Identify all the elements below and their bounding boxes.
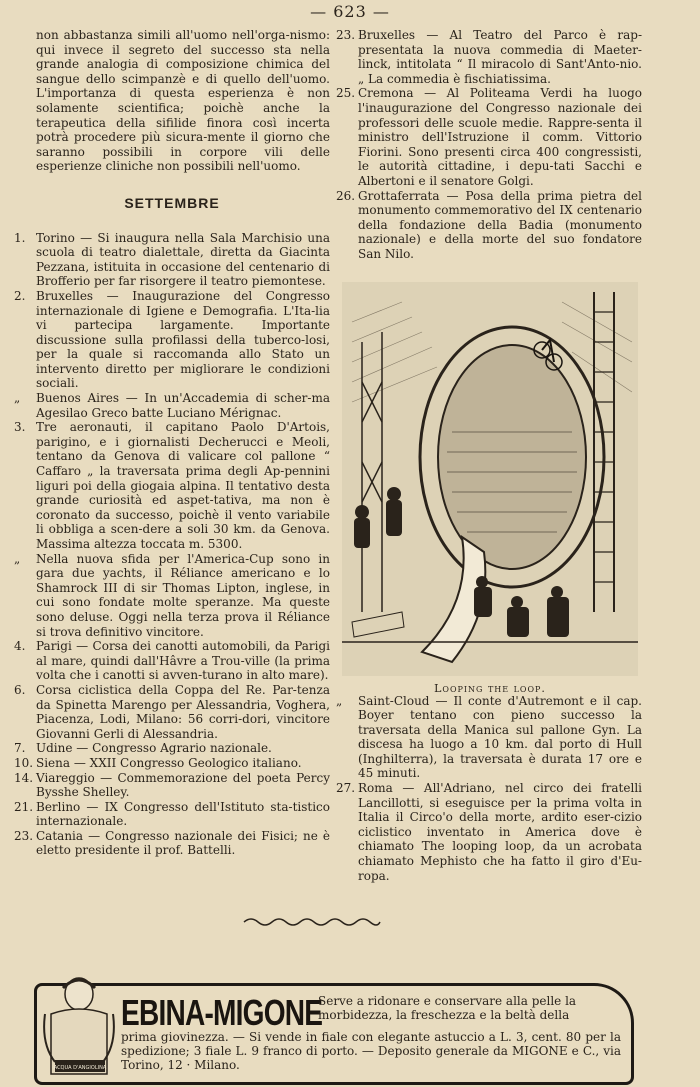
entry-day: 6. (14, 682, 26, 697)
entry-text: Buenos Aires — In un'Accademia di scher-ma Agesilao Greco batte Luciano Mérignac. (36, 391, 330, 420)
entry-day: 25. (336, 86, 356, 101)
entry-text: Siena — XXII Congresso Geologico italiano. (36, 755, 302, 770)
entry-text: Cremona — Al Politeama Verdi ha luogo l'inaugurazione del Congresso nazionale dei professori delle scuole medie. Rappre-senta il ministro dell'Istruzione il comm. Vittorio Fiorini. Sono presenti circa 400 congressisti, le autorità cittadine, i depu-tati Sacchi e Albertoni e il senatore Golgi. (358, 86, 642, 188)
ad-text-bottom: prima giovinezza. — Si vende in fiale con elegante astuccio a L. 3, cent. 80 per la spedizione; 3 fiale L. 9 franco di porto. — Deposito generale da MIGONE e C., via Torino, 12 · Milano. (121, 1030, 621, 1072)
entry-day: 10. (14, 755, 34, 770)
calendar-entry (336, 694, 642, 782)
entry-day: 1. (14, 230, 26, 245)
entry-text: Grottaferrata — Posa della prima pietra del monumento commemorativo del IX centenario della fondazione della Badia (monumento nazionale) e della morte del suo fondatore San Nilo. (358, 188, 642, 261)
entry-text: Roma — All'Adriano, nel circo dei fratelli Lancillotti, si eseguisce per la prima volta in Italia il Circo'o della morte, ardito eser-cizio ciclistico inventato in America dove è chiamato The looping loop, da un acrobata chiamato Mephisto che ha fatto il giro d'Eu-ropa. (358, 781, 642, 883)
calendar-entry (14, 231, 330, 289)
calendar-entry (14, 391, 330, 420)
decorative-divider (242, 914, 382, 930)
calendar-entry (14, 829, 330, 858)
calendar-entry (336, 781, 642, 883)
page-number: — 623 — (310, 2, 390, 21)
entry-text: Saint-Cloud — Il conte d'Autremont e il cap. Boyer tentano con pieno successo la traversata della Manica sul pallone Gyn. La discesa ha luogo a 10 km. dal porto di Hull (Inghilterra), la traversata è durata 17 ore e 45 minuti. (358, 693, 642, 781)
right-entries-top (336, 28, 642, 262)
entry-text: Tre aeronauti, il capitano Paolo D'Artois, parigino, e i giornalisti Decherucci e Meoli, tentano da Genova di valicare col pallone “ Caffaro „ la traversata prima degli Ap-pennini liguri poi della giogaia alpina. Il tentativo desta grande curiosità ed aspet-tativa, ma non è coronato da successo, poichè il vento variabile li obbliga a scen-dere a soli 30 km. da Genova. Massima altezza toccata m. 5300. (36, 420, 330, 551)
entry-day: 26. (336, 188, 356, 203)
entry-text: Torino — Si inaugura nella Sala Marchisio una scuola di teatro dialettale, diretta da Giacinta Pezzana, istituita in occasione del centenario di Brofferio per far risorgere il teatro piemontese. (36, 230, 330, 289)
calendar-entry (336, 86, 642, 188)
calendar-entry (14, 552, 330, 640)
calendar-entry (14, 683, 330, 741)
entry-text: Parigi — Corsa dei canotti automobili, da Parigi al mare, quindi dall'Hâvre a Trou-ville (la prima volta che i canotti si avven-turano in alto mare). (36, 639, 330, 683)
svg-text:ACQUA D'ANGIOLINA: ACQUA D'ANGIOLINA (53, 1065, 107, 1071)
angel-figure-icon (41, 974, 119, 1086)
calendar-entry (14, 771, 330, 800)
section-heading: SETTEMBRE (124, 194, 220, 211)
entry-text: Udine — Congresso Agrario nazionale. (36, 741, 272, 756)
calendar-entry (14, 289, 330, 391)
entry-day: 3. (14, 420, 26, 435)
left-column (14, 28, 330, 858)
entry-day: „ (14, 551, 21, 566)
ad-text-top: Serve a ridonare e conservare alla pelle la morbidezza, la freschezza e la beltà della (318, 994, 577, 1022)
illustration-caption: Looping the loop. (434, 681, 546, 695)
entry-day: 27. (336, 781, 356, 796)
entry-text: Berlino — IX Congresso dell'Istituto sta-tistico internazionale. (36, 799, 330, 829)
entry-day: 21. (14, 799, 34, 814)
calendar-entry (14, 756, 330, 771)
calendar-entry (336, 28, 642, 86)
ad-brand: EBINA-MIGONE (121, 992, 323, 1033)
entry-text: Nella nuova sfida per l'America-Cup sono in gara due yachts, il Réliance americano e lo Shamrock III di sir Thomas Lipton, inglese, in cui sono fondate molte speranze. Ma queste sono deluse. Oggi nella terza prova il Réliance si trova definitivo vincitore. (36, 551, 330, 639)
entry-text: Bruxelles — Inaugurazione del Congresso internazionale di Igiene e Demografia. L'Ita-lia vi partecipa largamente. Importante discussione sulla profilassi della tuberco-losi, per la quale si raccomanda allo Stato un intervento diretto per migliorare le condizioni sociali. (36, 288, 330, 391)
calendar-entry (14, 420, 330, 551)
entry-day: 4. (14, 639, 26, 654)
calendar-entry (14, 741, 330, 756)
calendar-entry (14, 800, 330, 829)
entry-day: „ (336, 693, 343, 708)
entry-day: „ (14, 391, 21, 406)
entry-text: Catania — Congresso nazionale dei Fisici; ne è eletto presidente il prof. Battelli. (36, 828, 330, 858)
calendar-entry (14, 639, 330, 683)
left-entries (14, 231, 330, 859)
calendar-entry (336, 189, 642, 262)
entry-day: 14. (14, 770, 34, 785)
entry-text: Bruxelles — Al Teatro del Parco è rap-presentata la nuova commedia di Maeter-linck, intitolata “ Il miracolo di Sant'Anto-nio. „ La commedia è fischiatissima. (358, 28, 642, 86)
entry-day: 23. (336, 28, 356, 42)
entry-text: Corsa ciclistica della Coppa del Re. Par-tenza da Spinetta Marengo per Alessandria, Voghera, Piacenza, Lodi, Milano: 56 corri-dori, vincitore Giovanni Gerli di Alessandria. (36, 682, 330, 741)
looping-illustration (342, 282, 638, 695)
intro-paragraph: non abbastanza simili all'uomo nell'orga-nismo: qui invece il segreto del successo sta nella grande analogia di composizione chimica del sangue dello scimpanzè e di quello dell'uomo. L'importanza di questa esperienza è non solamente scientifica; poichè anche la terapeutica della sifilide finora così incerta potrà procedere più sicura-mente il giorno che saranno possibili in corpore vili delle esperienze cliniche non possibili nell'uomo. (36, 28, 330, 174)
entry-day: 2. (14, 288, 26, 303)
entry-text: Viareggio — Commemorazione del poeta Percy Bysshe Shelley. (36, 770, 330, 800)
looping-the-loop-image (342, 282, 638, 676)
right-column (336, 28, 642, 883)
right-entries-bottom (336, 694, 642, 884)
entry-day: 23. (14, 828, 34, 843)
entry-day: 7. (14, 741, 26, 756)
advertisement (34, 983, 634, 1085)
